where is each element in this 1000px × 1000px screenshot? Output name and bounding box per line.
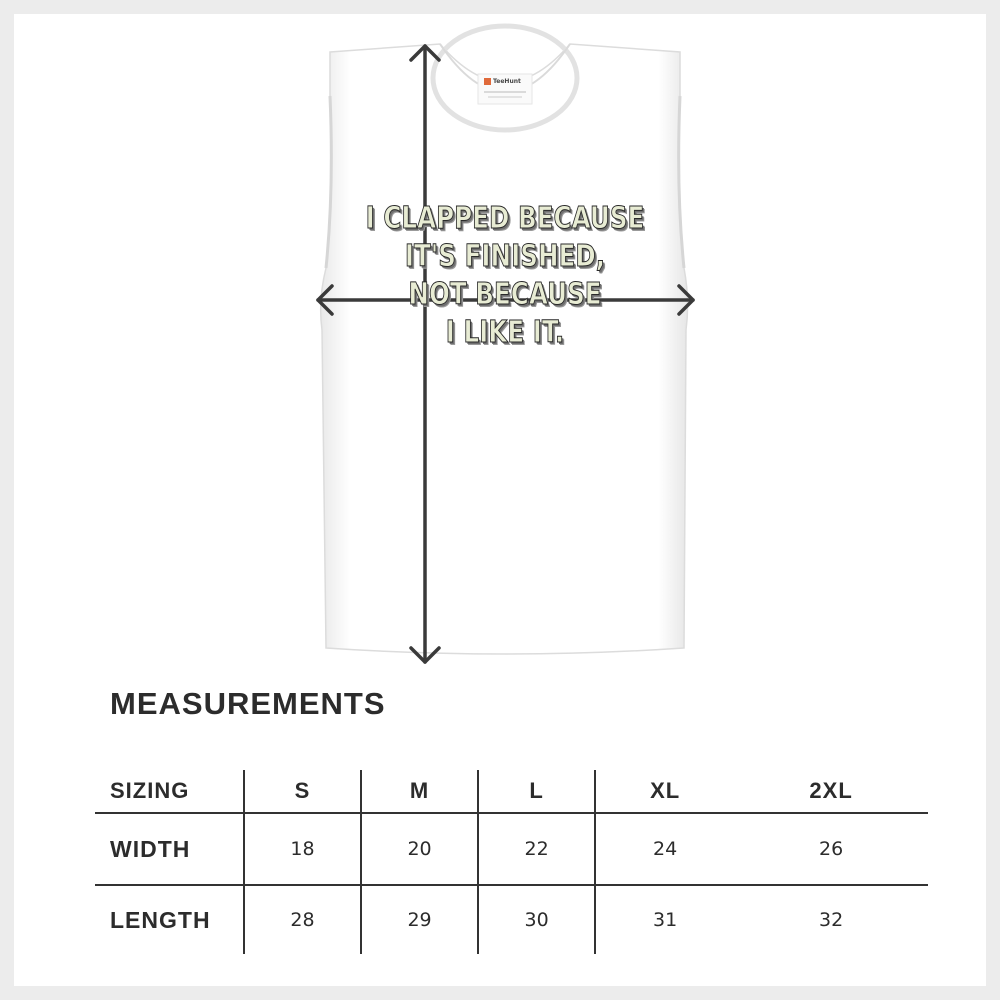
header-size-xl: XL [595,770,734,813]
table-header-row [95,770,928,813]
header-size-s: S [244,770,361,813]
measurements-title: MEASUREMENTS [110,686,386,721]
shirt-slogan [362,200,649,352]
table-cell: 31 [595,885,734,954]
table-cell: 20 [361,813,478,885]
row-label-width: WIDTH [95,813,244,885]
brand-label [484,78,521,85]
table-cell: 26 [734,813,928,885]
slogan-line: I LIKE IT. [445,315,565,350]
brand-logo-icon [484,78,491,85]
table-cell: 29 [361,885,478,954]
table-cell: 32 [819,909,844,931]
table-cell: 28 [244,885,361,954]
header-size-2xl: 2XL [734,770,928,813]
header-sizing: SIZING [95,770,244,813]
row-label-length: LENGTH [110,906,211,933]
table-cell: 24 [595,813,734,885]
slogan-line: IT'S FINISHED, [404,239,606,274]
slogan-line: I CLAPPED BECAUSE [365,201,645,236]
header-size-l: L [478,770,595,813]
table-cell: 30 [478,885,595,954]
slogan-line: NOT BECAUSE [408,277,602,312]
table-cell: 18 [244,813,361,885]
brand-name: TeeHunt [493,78,521,85]
table-cell: 22 [478,813,595,885]
header-size-m: M [361,770,478,813]
table-row-width [95,813,928,885]
size-table [95,770,928,954]
table-row-length [95,885,928,954]
